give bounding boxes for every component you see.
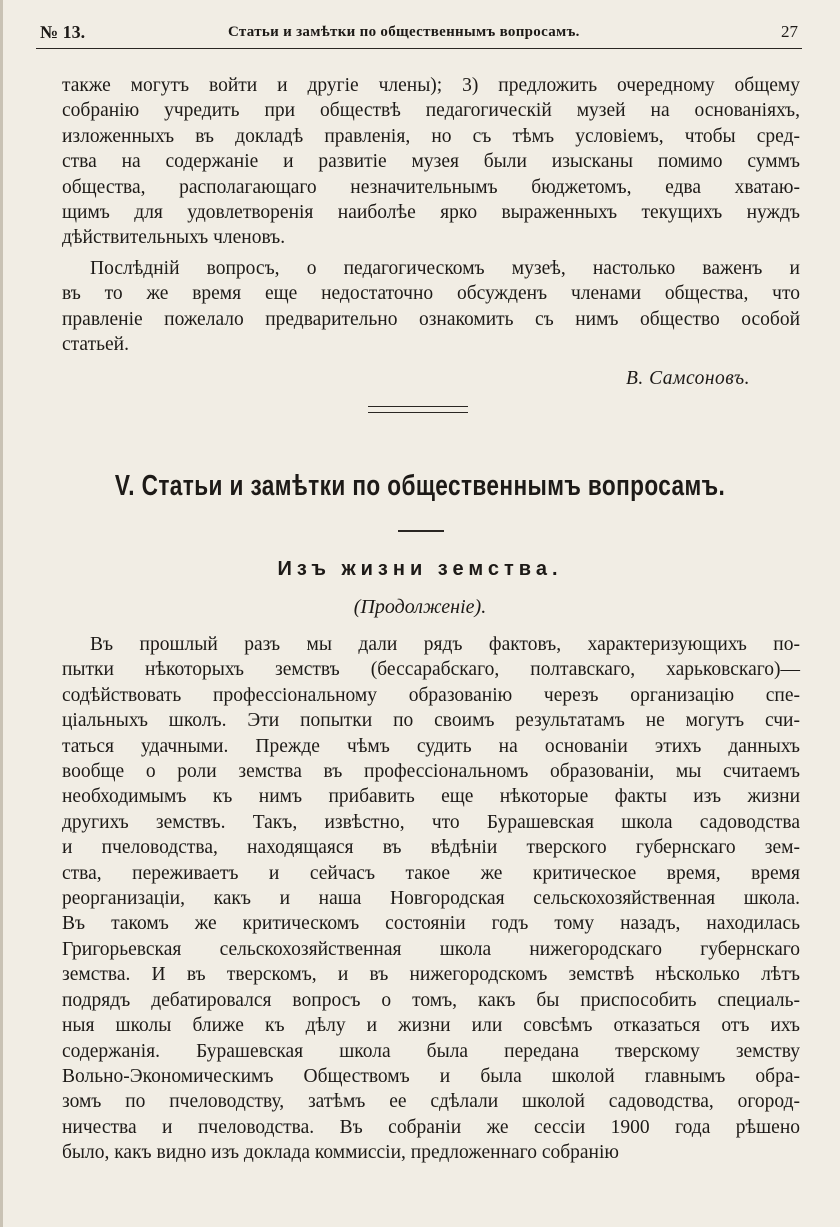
text-line: Въ прошлый разъ мы дали рядъ фактовъ, характеризующихъ по- [90, 634, 800, 655]
text-line: собранію учредить при обществѣ педагогическій музей на основаніяхъ, [62, 100, 800, 122]
text-line: Вольно-Экономическимъ Обществомъ и была школой главнымъ обра- [62, 1065, 800, 1087]
text-line: содѣйствовать профессіональному образованію черезъ организацію спе- [62, 684, 800, 706]
short-rule-divider [398, 530, 444, 532]
text-line: Послѣдній вопросъ, о педагогическомъ музеѣ, настолько важенъ и [90, 258, 800, 279]
text-line: таться удачными. Прежде чѣмъ судить на основаніи этихъ данныхъ [62, 735, 800, 757]
text-line: общества, располагающаго незначительнымъ бюджетомъ, едва хватаю- [62, 176, 800, 198]
double-rule-divider [368, 406, 468, 413]
paragraph-1 [62, 73, 800, 251]
text-line: изложенныхъ въ докладѣ правленія, но съ тѣмъ условіемъ, чтобы сред- [62, 125, 800, 147]
text-line: было, какъ видно изъ доклада коммиссіи, предложеннаго собранію [62, 1142, 619, 1164]
paragraph-3 [62, 632, 800, 1166]
text-line: зомъ по пчеловодству, затѣмъ ее сдѣлали школой садоводства, огород- [62, 1091, 800, 1113]
text-line: и пчеловодства, находящаяся въ вѣдѣніи тверского губернскаго зем- [62, 837, 800, 859]
paragraph-2 [62, 256, 800, 358]
running-title: Статьи и замѣтки по общественнымъ вопросамъ. [228, 24, 580, 40]
article-title: Изъ жизни земства. [277, 558, 563, 580]
text-line: ныя школы ближе къ дѣлу и жизни или совсѣмъ отказаться отъ ихъ [62, 1015, 800, 1037]
section-title: V. Статьи и замѣтки по общественнымъ вопросамъ. [114, 470, 726, 502]
text-line: вообще о роли земства въ профессіональномъ образованіи, мы считаемъ [62, 761, 800, 783]
text-line: правленіе пожелало предварительно ознакомить съ нимъ общество особой [62, 308, 800, 330]
text-line: содержанія. Бурашевская школа была передана тверскому земству [62, 1040, 800, 1062]
text-line: также могутъ войти и другіе члены); 3) предложить очередному общему [62, 75, 800, 96]
text-line: земства. И въ тверскомъ, и въ нижегородскомъ земствѣ нѣсколько лѣтъ [62, 964, 800, 986]
page-number: 27 [781, 22, 798, 41]
text-line: ства на содержаніе и развитіе музея были изысканы помимо суммъ [62, 151, 800, 173]
text-line: дѣйствительныхъ членовъ. [62, 227, 286, 249]
author-signature: В. Самсоновъ. [625, 368, 750, 389]
text-line: Въ такомъ же критическомъ состояніи годъ тому назадъ, находилась [62, 913, 800, 935]
text-line: щимъ для удовлетворенія наиболѣе ярко выраженныхъ текущихъ нуждъ [62, 202, 800, 224]
text-line: въ то же время еще недостаточно обсужденъ членами общества, что [62, 283, 800, 305]
text-line: ничества и пчеловодства. Въ собраніи же сессіи 1900 года рѣшено [62, 1116, 800, 1138]
text-line: реорганизаціи, какъ и наша Новгородская сельскохозяйственная школа. [62, 888, 800, 910]
text-line: ціальныхъ школъ. Эти попытки по своимъ результатамъ не могутъ счи- [62, 710, 800, 732]
running-header [36, 20, 802, 49]
text-line: подрядъ дебатировался вопросъ о томъ, какъ бы приспособить специаль- [62, 989, 800, 1011]
text-line: другихъ земствъ. Такъ, извѣстно, что Бурашевская школа садоводства [62, 811, 800, 833]
text-line: Григорьевская сельскохозяйственная школа нижегородскаго губернскаго [62, 938, 800, 960]
issue-number: № 13. [40, 22, 86, 42]
text-line: ства, переживаетъ и сейчасъ такое же критическое время, время [62, 862, 800, 884]
continuation-note: (Продолженіе). [353, 596, 487, 618]
text-line: статьей. [62, 334, 129, 356]
text-line: пытки нѣкоторыхъ земствъ (бессарабскаго, полтавскаго, харьковскаго)— [62, 659, 800, 681]
text-line: необходимымъ къ нимъ прибавить еще нѣкоторые факты изъ жизни [62, 786, 800, 808]
